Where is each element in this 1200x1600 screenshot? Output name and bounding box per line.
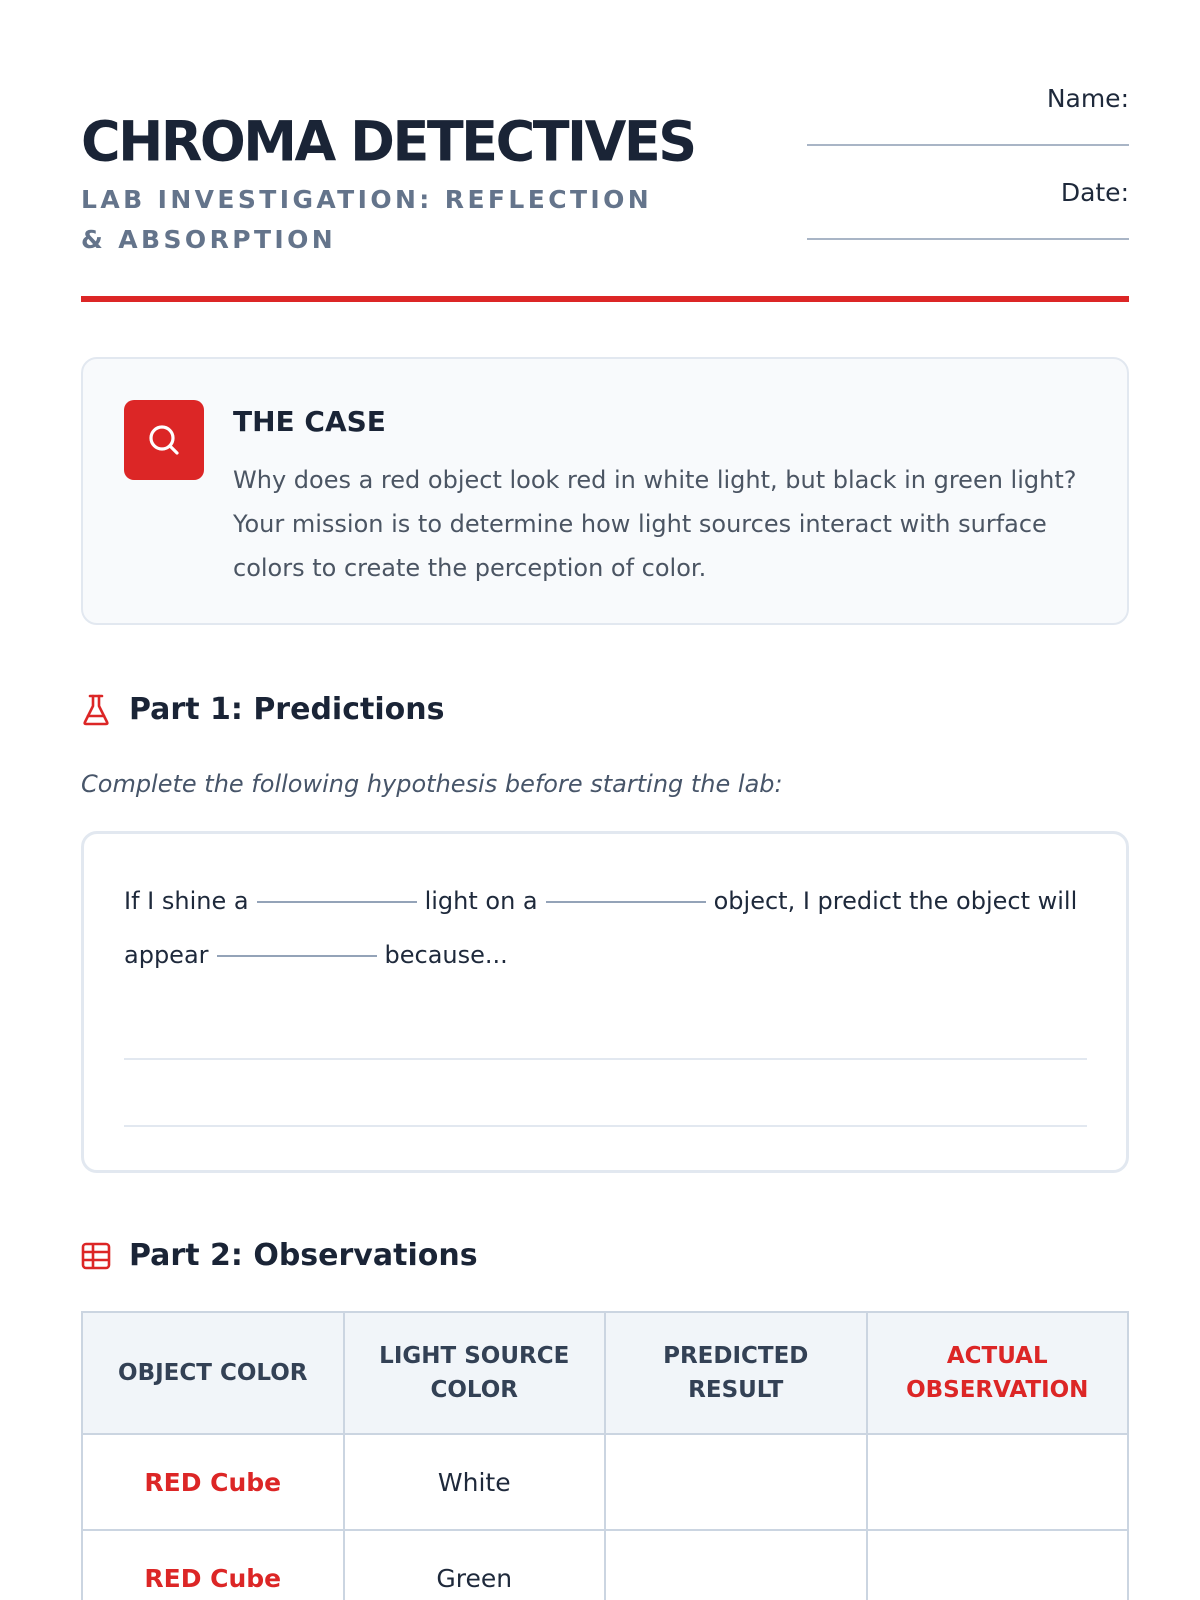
table-row (82, 1530, 1128, 1600)
page-subtitle: LAB INVESTIGATION: REFLECTION & ABSORPTION (81, 185, 653, 254)
student-meta (807, 84, 1129, 272)
actual-observation-cell[interactable] (867, 1530, 1129, 1600)
predicted-result-cell[interactable] (605, 1530, 867, 1600)
date-label: Date: (1060, 178, 1129, 207)
part2-heading (81, 1238, 478, 1273)
case-description: Why does a red object look red in white light, but black in green light? Your mission is to determine how light sources interact with surface colors to create the perception of color. (233, 466, 1077, 582)
page-title: CHROMA DETECTIVES (81, 109, 695, 174)
writing-line[interactable] (124, 1058, 1087, 1060)
object-color-cell: RED Cube (82, 1530, 344, 1600)
writing-line[interactable] (124, 1125, 1087, 1127)
actual-observation-cell[interactable] (867, 1434, 1129, 1530)
date-field[interactable] (807, 238, 1129, 240)
predicted-result-cell[interactable] (605, 1434, 867, 1530)
part2-title: Part 2: Observations (129, 1238, 478, 1273)
hypothesis-segment: object, I predict the object will appear (124, 887, 1078, 969)
column-header: LIGHT SOURCE COLOR (344, 1312, 606, 1434)
object-color-blank[interactable] (546, 901, 706, 903)
case-panel (81, 357, 1129, 625)
name-label: Name: (1046, 84, 1129, 113)
worksheet-header (81, 0, 1129, 304)
part1-title: Part 1: Predictions (129, 692, 445, 727)
light-source-cell: Green (344, 1530, 606, 1600)
hypothesis-box (81, 831, 1129, 1173)
light-source-cell: White (344, 1434, 606, 1530)
hypothesis-segment: light on a (424, 887, 538, 915)
case-title: THE CASE (233, 405, 386, 438)
search-icon (124, 400, 204, 480)
observations-table (81, 1311, 1129, 1600)
flask-icon (81, 693, 111, 727)
worksheet-page (81, 0, 1129, 1593)
name-field[interactable] (807, 144, 1129, 146)
part1-heading (81, 692, 444, 727)
hypothesis-segment: because... (384, 941, 508, 969)
table-icon (81, 1239, 111, 1273)
appearance-blank[interactable] (217, 955, 377, 957)
column-header: OBJECT COLOR (82, 1312, 344, 1434)
column-header: ACTUAL OBSERVATION (867, 1312, 1129, 1434)
hypothesis-segment: If I shine a (124, 887, 249, 915)
table-header-row (82, 1312, 1128, 1434)
light-color-blank[interactable] (257, 901, 417, 903)
column-header: PREDICTED RESULT (605, 1312, 867, 1434)
hypothesis-text (124, 874, 1084, 982)
header-divider (81, 296, 1129, 302)
part1-instructions: Complete the following hypothesis before starting the lab: (81, 770, 783, 798)
table-row (82, 1434, 1128, 1530)
object-color-cell: RED Cube (82, 1434, 344, 1530)
